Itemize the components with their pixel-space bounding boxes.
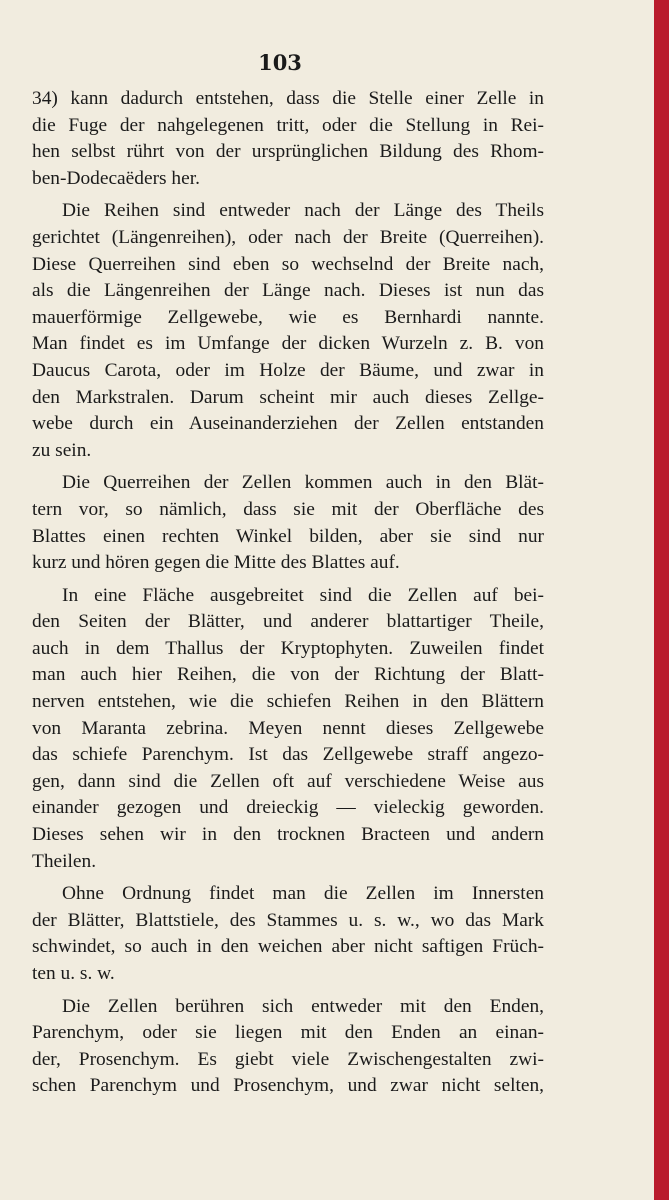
text-line: schwindet, so auch in den weichen aber nicht saftigen Früch- [32,936,544,958]
text-line: ben-Dodecaëders her. [32,167,200,189]
text-line: schen Parenchym und Prosenchym, und zwar nicht selten, [32,1075,544,1097]
text-line: mauerförmige Zellgewebe, wie es Bernhardi nannte. [32,306,544,328]
text-line: 34) kann dadurch entstehen, dass die Stelle einer Zelle in [32,88,544,109]
text-line: Die Querreihen der Zellen kommen auch in den Blät- [62,472,544,494]
paragraph-3 [32,470,544,576]
text-line: Parenchym, oder sie liegen mit den Enden an einan- [32,1022,544,1044]
text-line: von Maranta zebrina. Meyen nennt dieses Zellgewebe [32,717,544,739]
text-line: hen selbst rührt von der ursprünglichen Bildung des Rhom- [32,141,544,163]
text-line: Die Zellen berühren sich entweder mit den Enden, [62,995,544,1017]
text-line: die Fuge der nahgelegenen tritt, oder die Stellung in Rei- [32,114,544,136]
text-line: den Markstralen. Darum scheint mir auch dieses Zellge- [32,386,544,408]
text-line: gen, dann sind die Zellen oft auf verschiedene Weise aus [32,770,544,792]
text-line: kurz und hören gegen die Mitte des Blattes auf. [32,552,400,574]
text-line: Daucus Carota, oder im Holze der Bäume, und zwar in [32,359,544,381]
text-line: man auch hier Reihen, die von der Richtung der Blatt- [32,664,544,686]
text-line: gerichtet (Längenreihen), oder nach der Breite (Querreihen). [32,226,544,248]
text-line: nerven entstehen, wie die schiefen Reihen in den Blättern [32,691,544,713]
text-line: ten u. s. w. [32,963,115,984]
paragraph-1 [32,86,544,192]
text-line: In eine Fläche ausgebreitet sind die Zellen auf bei- [62,584,544,606]
text-line: Man findet es im Umfange der dicken Wurzeln z. B. von [32,333,544,355]
text-line: Theilen. [32,850,97,872]
text-line: Dieses sehen wir in den trocknen Bracteen und andern [32,824,544,846]
text-line: der Blätter, Blattstiele, des Stammes u. s. w., wo das Mark [32,909,544,931]
text-line: Diese Querreihen sind eben so wechselnd der Breite nach, [32,253,544,275]
text-line: der, Prosenchym. Es giebt viele Zwischengestalten zwi- [32,1048,544,1070]
paragraph-5 [32,881,544,987]
page-number: 103 [258,50,302,75]
text-line: Die Reihen sind entweder nach der Länge des Theils [62,200,544,222]
text-line: einander gezogen und dreieckig — vieleckig geworden. [32,797,544,819]
text-line: als die Längenreihen der Länge nach. Dieses ist nun das [32,280,544,302]
text-line: Ohne Ordnung findet man die Zellen im Innersten [62,883,544,905]
text-line: das schiefe Parenchym. Ist das Zellgewebe straff angezo- [32,744,544,766]
paragraph-6 [32,994,544,1100]
body-text [32,86,544,1100]
text-line: den Seiten der Blätter, und anderer blattartiger Theile, [32,611,544,633]
text-line: webe durch ein Auseinanderziehen der Zellen entstanden [32,413,544,435]
paragraph-2 [32,198,544,464]
page-edge-strip [654,0,669,1200]
text-line: tern vor, so nämlich, dass sie mit der Oberfläche des [32,498,544,520]
text-line: zu sein. [32,439,92,461]
text-line: auch in dem Thallus der Kryptophyten. Zuweilen findet [32,637,544,659]
paragraph-4 [32,583,544,876]
text-line: Blattes einen rechten Winkel bilden, aber sie sind nur [32,525,544,547]
